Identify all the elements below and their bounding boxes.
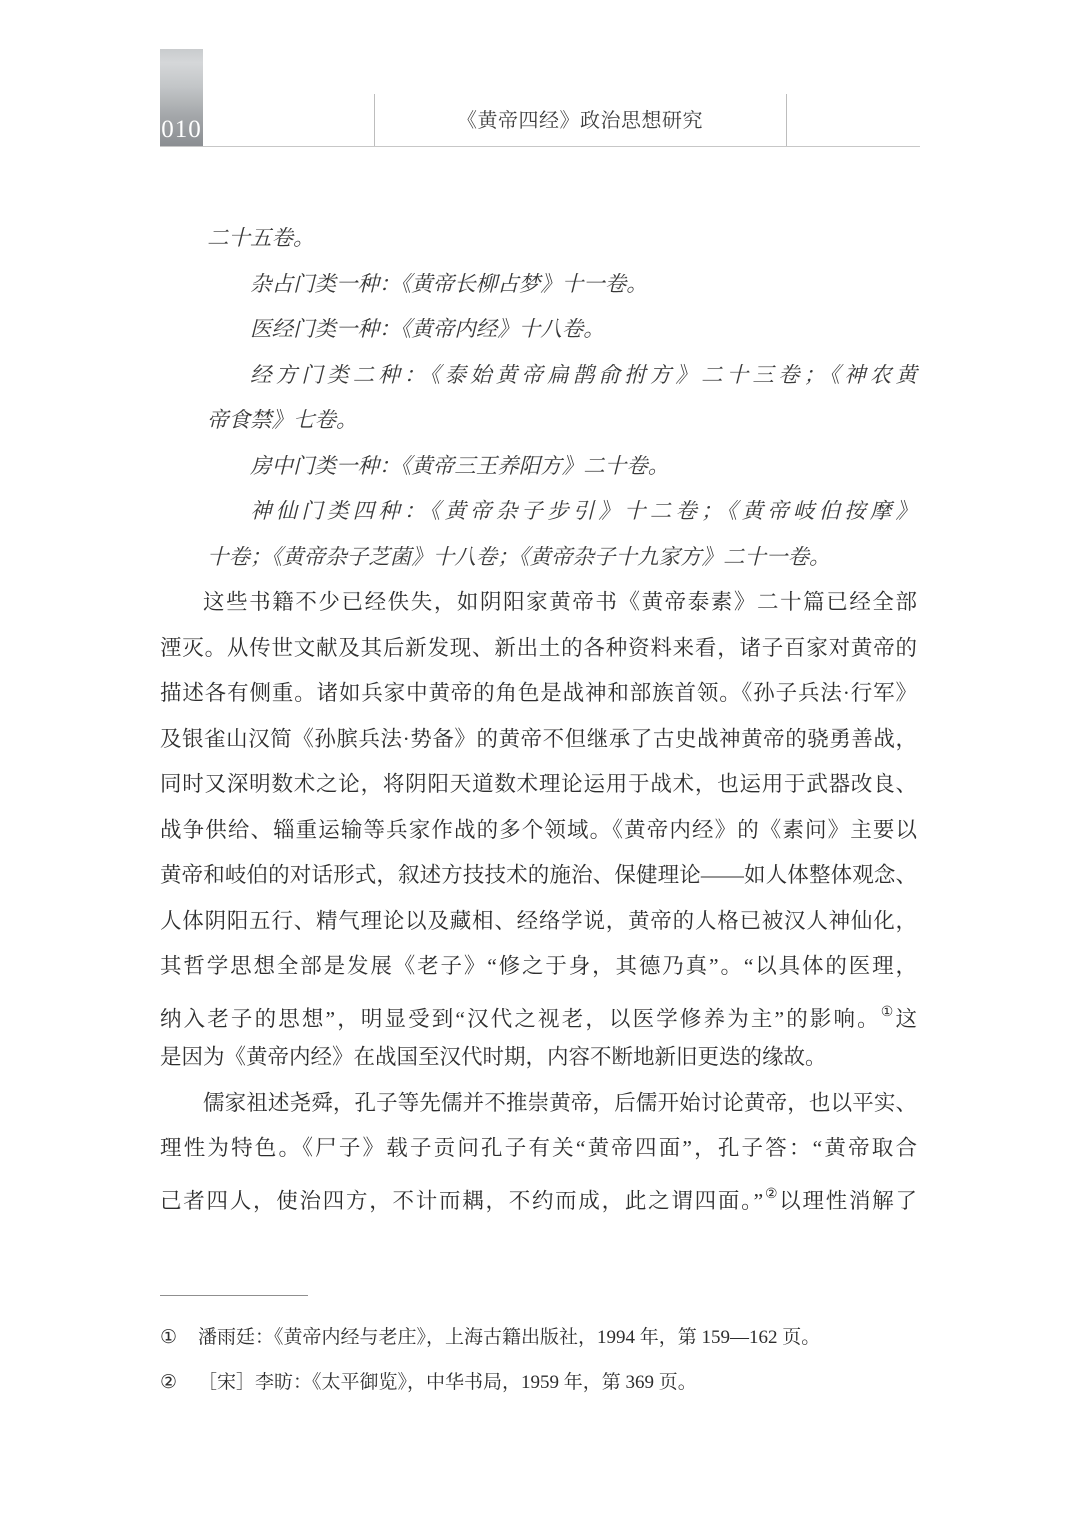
- quote-line-8: 十卷；《黄帝杂子芝菌》十八卷；《黄帝杂子十九家方》二十一卷。: [207, 544, 831, 569]
- footnote-marker: ①: [160, 1327, 178, 1348]
- body-line-9: 这些书籍不少已经佚失，如阴阳家黄帝书《黄帝泰素》二十篇已经全部: [203, 590, 917, 614]
- footnote-2: [160, 1360, 917, 1405]
- body-line-18: [160, 990, 917, 1036]
- body-line-13: 同时又深明数术之论，将阴阳天道数术理论运用于战术，也运用于武器改良、: [160, 772, 917, 796]
- footnote-ref-marker: ①: [880, 1004, 896, 1020]
- line-text: 己者四人，使治四方，不计而耦，不约而成，此之谓四面。”: [160, 1188, 764, 1213]
- footnote-marker: ②: [160, 1372, 178, 1393]
- body-line-21: 理性为特色。《尸子》载子贡问孔子有关“黄帝四面”，孔子答：“黄帝取合: [160, 1136, 917, 1160]
- body-line-15: 黄帝和岐伯的对话形式，叙述方技技术的施治、保健理论——如人体整体观念、: [160, 863, 917, 887]
- body-line-16: 人体阴阳五行、精气理论以及藏相、经络学说，黄帝的人格已被汉人神仙化，: [160, 908, 917, 933]
- page-number: 010: [161, 116, 202, 143]
- body-line-14: 战争供给、辎重运输等兵家作战的多个领域。《黄帝内经》的《素问》主要以: [160, 817, 917, 842]
- body-line-20: 儒家祖述尧舜，孔子等先儒并不推崇黄帝，后儒开始讨论黄帝，也以平实、: [203, 1090, 917, 1115]
- line-text: 这: [895, 1006, 917, 1031]
- quote-line-4: 经方门类二种：《泰始黄帝扁鹊俞拊方》二十三卷；《神农黄: [250, 362, 917, 387]
- line-text: 以理性消解了: [779, 1188, 917, 1213]
- header-tick-right: [786, 94, 787, 146]
- quote-line-3: 医经门类一种：《黄帝内经》十八卷。: [250, 317, 605, 341]
- footnote-text: 潘雨廷：《黄帝内经与老庄》，上海古籍出版社，1994 年，第 159—162 页。: [198, 1327, 821, 1348]
- footnote-text: ［宋］李昉：《太平御览》，中华书局，1959 年，第 369 页。: [198, 1372, 697, 1393]
- body-line-11: 描述各有侧重。诸如兵家中黄帝的角色是战神和部族首领。《孙子兵法·行军》: [160, 681, 917, 705]
- quote-line-2: 杂占门类一种：《黄帝长柳占梦》十一卷。: [250, 271, 648, 296]
- body-text: [160, 216, 917, 1217]
- body-line-22: [160, 1172, 917, 1218]
- quote-line-7: 神仙门类四种：《黄帝杂子步引》十二卷；《黄帝岐伯按摩》: [250, 499, 917, 523]
- footnote-separator: [160, 1295, 308, 1296]
- header-rule: [160, 146, 920, 147]
- body-line-10: 湮灭。从传世文献及其后新发现、新出土的各种资料来看，诸子百家对黄帝的: [160, 635, 917, 660]
- page-number-gradient-bar: [160, 49, 203, 147]
- footnote-ref-marker: ②: [763, 1186, 780, 1202]
- body-line-12: 及银雀山汉简《孙膑兵法·势备》的黄帝不但继承了古史战神黄帝的骁勇善战，: [160, 726, 917, 751]
- running-head-title: 《黄帝四经》政治思想研究: [457, 110, 703, 132]
- line-text: 纳入老子的思想”，明显受到“汉代之视老，以医学修养为主”的影响。: [160, 1006, 881, 1031]
- quote-line-1: 二十五卷。: [207, 226, 315, 250]
- quote-line-6: 房中门类一种：《黄帝三王养阳方》二十卷。: [250, 453, 670, 478]
- body-line-17: 其哲学思想全部是发展《老子》“修之于身，其德乃真”。“以具体的医理，: [160, 954, 917, 978]
- quote-line-5: 帝食禁》七卷。: [207, 408, 358, 432]
- body-line-19: 是因为《黄帝内经》在战国至汉代时期，内容不断地新旧更迭的缘故。: [160, 1045, 827, 1069]
- footnotes: [160, 1315, 917, 1405]
- footnote-1: [160, 1315, 917, 1360]
